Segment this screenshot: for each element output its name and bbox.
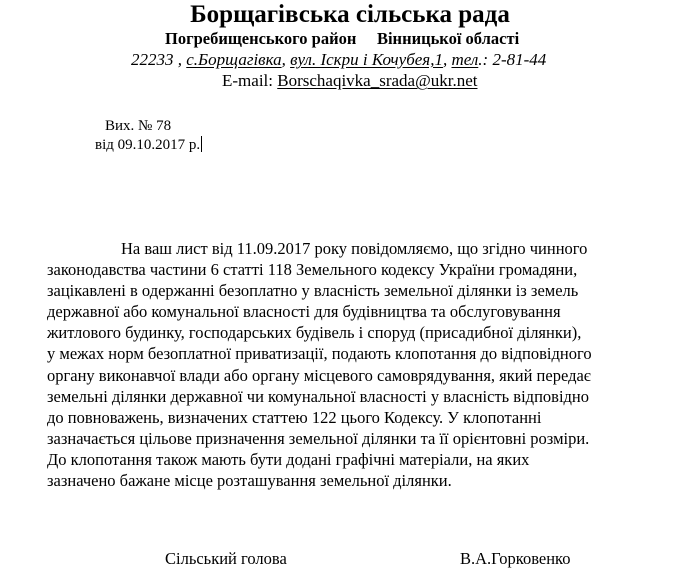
outgoing-date-line[interactable] — [95, 136, 202, 154]
body-line: до повноважень, визначених статтею 122 цього Кодексу. У клопотанні — [47, 407, 542, 427]
body-line: у межах норм безоплатної приватизації, подають клопотання до відповідного — [47, 344, 592, 364]
body-line: органу виконавчої влади або органу місцевого самоврядування, який передає — [47, 365, 591, 385]
region-name: Вінницької області — [376, 29, 520, 48]
signer-role: Сільський голова — [165, 549, 287, 568]
district-region-line — [165, 29, 519, 49]
body-line: житлового будинку, господарських будівель і споруд (присадибної ділянки), — [47, 323, 582, 343]
text-cursor — [201, 136, 202, 152]
email-link[interactable]: Borschaqivka_srada@ukr.net — [277, 71, 478, 90]
body-line: До клопотання також мають бути додані графічні матеріали, на яких — [47, 449, 530, 469]
body-line: державної або комунальної власності для будівництва та обслуговування — [47, 302, 561, 322]
body-line: зацікавлені в одержанні безоплатно у власність земельної ділянки із земель — [47, 281, 579, 301]
body-line: зазначається цільове призначення земельної ділянки та її орієнтовні розміри. — [47, 428, 590, 448]
body-line: земельні ділянки державної чи комунальної власності у власність відповідно — [47, 386, 590, 406]
body-line: законодавства частини 6 статті 118 Земельного кодексу України громадяни, — [47, 260, 578, 280]
email-label: E-mail: — [222, 71, 278, 90]
address-line: 22233 , с.Борщагівка, вул. Іскри і Кочубея,1, тел.: 2-81-44 — [131, 50, 547, 69]
council-title: Борщагівська сільська рада — [190, 1, 510, 28]
outgoing-date: від 09.10.2017 р. — [95, 137, 201, 153]
letter-body[interactable] — [47, 238, 687, 491]
outgoing-number: Вих. № 78 — [105, 118, 172, 134]
body-line: зазначено бажане місце розташування земельної ділянки. — [47, 471, 452, 491]
body-line: На ваш лист від 11.09.2017 року повідомляємо, що згідно чинного — [121, 239, 588, 258]
signer-name: В.А.Горковенко — [460, 549, 571, 568]
district-name: Погребищенського район — [165, 29, 357, 48]
email-line — [222, 71, 477, 91]
